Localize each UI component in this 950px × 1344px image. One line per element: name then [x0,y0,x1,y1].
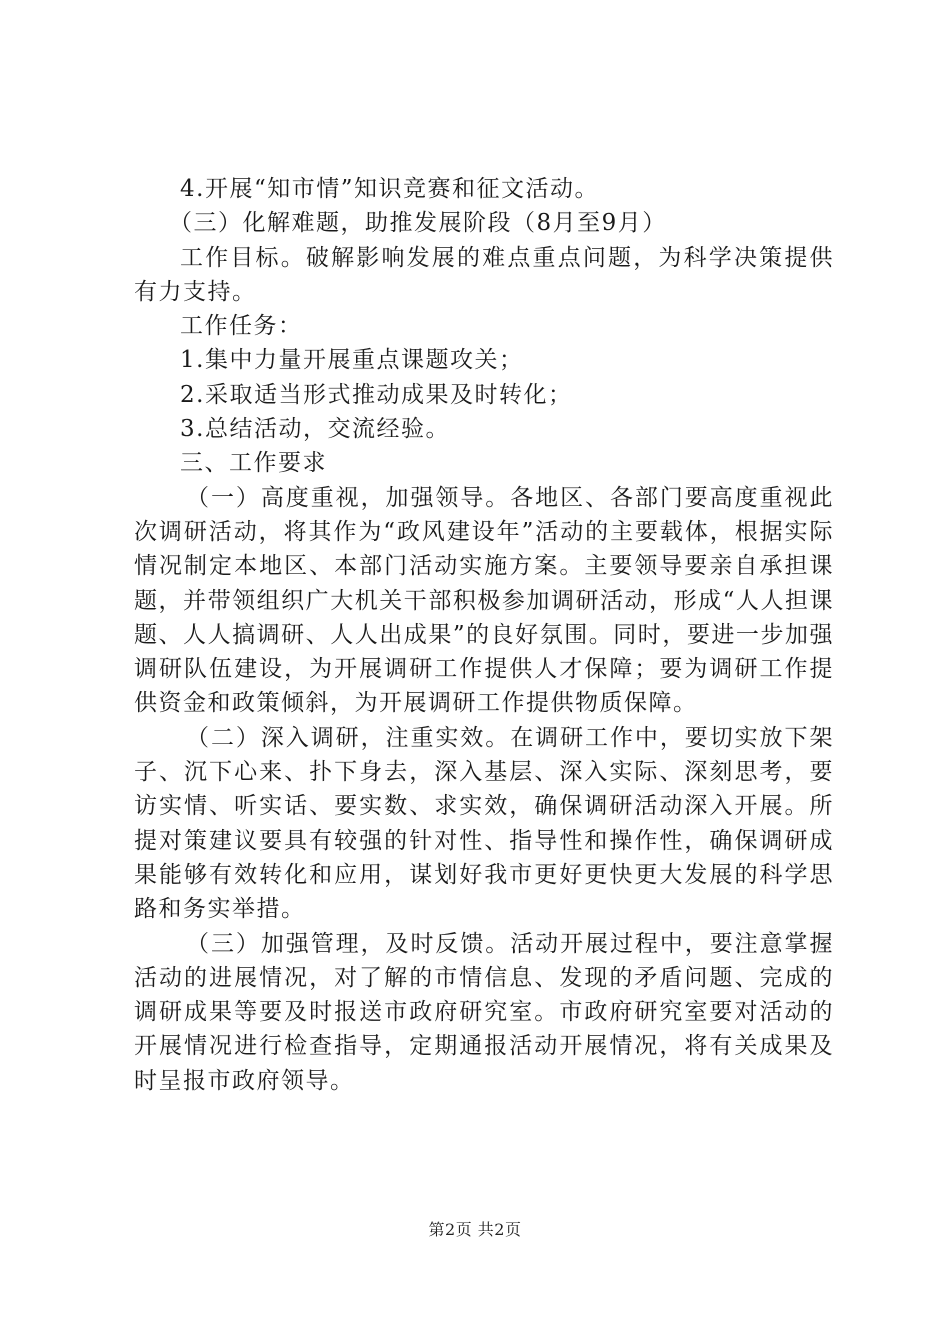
work-tasks-label: 工作任务： [180,313,303,340]
requirement-paragraph-1: （一）高度重视，加强领导。各地区、各部门要高度重视此次调研活动，将其作为“政风建设年”活动的主要载体，根据实际情况制定本地区、本部门活动实施方案。主要领导要亲自承担课题，并带领组织广大机关干部积极参加调研活动，形成“人人担课题、人人搞调研、人人出成果”的良好氛围。同时，要进一步加强调研队伍建设，为开展调研工作提供人才保障；要为调研工作提供资金和政策倾斜，为开展调研工作提供物质保障。 [134,484,834,717]
phase-heading-3: （三）化解难题，助推发展阶段（8月至9月） [169,210,667,237]
work-goal-paragraph: 工作目标。破解影响发展的难点重点问题，为科学决策提供有力支持。 [134,244,834,305]
page-number: 第2页 共2页 [428,1220,522,1239]
task-item-3: 3.总结活动，交流经验。 [180,416,450,443]
task-item-1: 1.集中力量开展重点课题攻关； [180,347,524,374]
requirement-paragraph-2: （二）深入调研，注重实效。在调研工作中，要切实放下架子、沉下心来、扑下身去，深入基层、深入实际、深刻思考，要访实情、听实话、要实数、求实效，确保调研活动深入开展。所提对策建议要具有较强的针对性、指导性和操作性，确保调研成果能够有效转化和应用，谋划好我市更好更快更大发展的科学思路和务实举措。 [134,724,834,923]
list-item-4: 4.开展“知市情”知识竞赛和征文活动。 [180,176,599,202]
task-item-2: 2.采取适当形式推动成果及时转化； [180,381,573,408]
section-heading-requirements: 三、工作要求 [180,450,327,477]
page-footer [0,1217,950,1240]
document-body [134,172,834,1098]
requirement-paragraph-3: （三）加强管理，及时反馈。活动开展过程中，要注意掌握活动的进展情况，对了解的市情信息、发现的矛盾问题、完成的调研成果等要及时报送市政府研究室。市政府研究室要对活动的开展情况进行检查指导，定期通报活动开展情况，将有关成果及时呈报市政府领导。 [134,930,834,1094]
